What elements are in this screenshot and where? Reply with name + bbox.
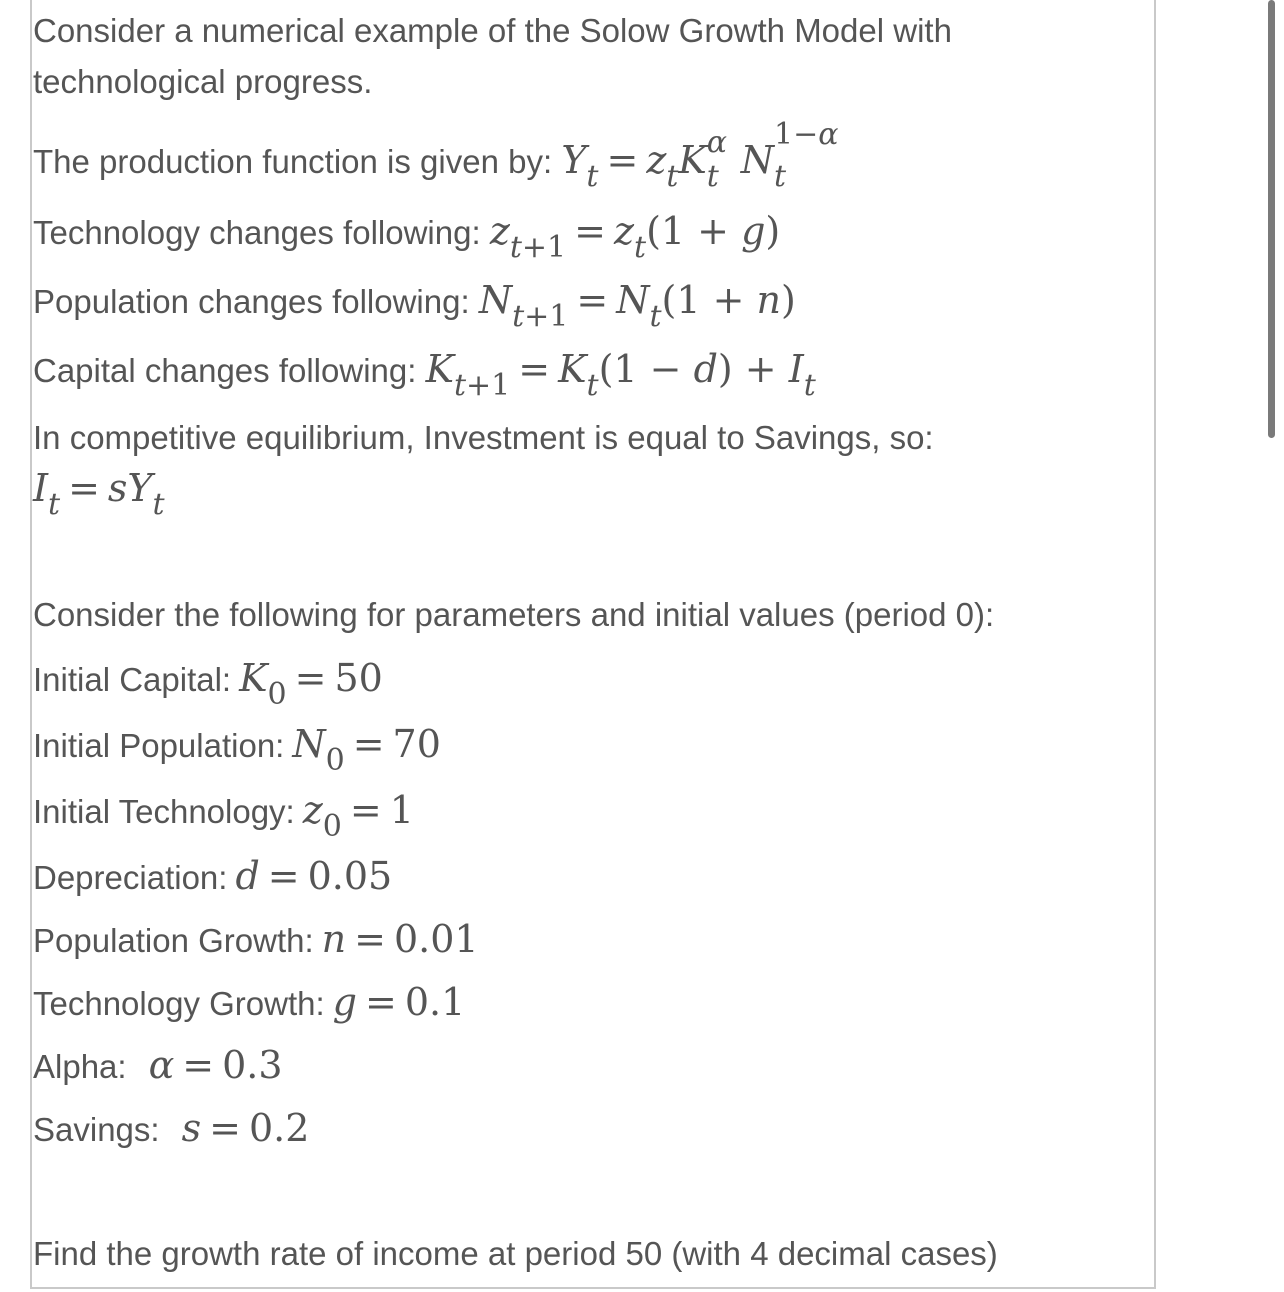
production-formula: $Y_t = z_tK$ α t N 1−α t	[561, 117, 839, 194]
parameter-formula: n = 0.01	[321, 917, 479, 961]
intro-line-1: Consider a numerical example of the Solow Growth Model with	[33, 12, 952, 49]
parameter-row	[33, 856, 392, 898]
parameter-subscript: 0	[267, 677, 287, 712]
parameter-label: Technology Growth:	[33, 985, 325, 1022]
parameter-subscript: 0	[322, 809, 342, 844]
capital-row	[33, 347, 816, 403]
parameter-row	[33, 919, 479, 961]
intro-line-2: technological progress.	[33, 63, 373, 100]
capital-label: Capital changes following:	[33, 352, 417, 389]
parameter-row	[33, 982, 465, 1024]
parameter-formula: $K_0 = 50$	[239, 656, 383, 712]
parameters-heading: Consider the following for parameters and initial values (period 0):	[33, 596, 995, 633]
parameter-label: Initial Technology:	[33, 793, 295, 830]
capital-formula: $K_{t+1} = K_t(1 - d) + I_t$	[425, 347, 816, 403]
parameter-row	[33, 1108, 309, 1150]
population-label: Population changes following:	[33, 283, 470, 320]
parameter-label: Initial Capital:	[33, 661, 232, 698]
population-formula: $N_{t+1} = N_t(1 + n)$	[478, 278, 796, 334]
parameter-value: 70	[392, 722, 441, 766]
technology-formula: $z_{t+1} = z_t(1 + g)$	[489, 209, 781, 265]
parameter-formula: d = 0.05	[235, 854, 393, 898]
production-function-row	[33, 117, 860, 194]
parameter-formula: $N_0 = 70$	[292, 722, 441, 778]
parameter-label: Savings:	[33, 1111, 160, 1148]
parameter-label: Initial Population:	[33, 727, 285, 764]
parameter-row	[33, 722, 441, 778]
parameter-symbol: n	[321, 917, 347, 961]
parameter-formula: $z_0 = 1$	[302, 788, 414, 844]
population-row	[33, 278, 796, 334]
parameter-label: Depreciation:	[33, 859, 228, 896]
parameter-value: 0.3	[222, 1043, 283, 1087]
parameter-row	[33, 656, 383, 712]
production-label: The production function is given by:	[33, 143, 553, 180]
parameter-value: 0.2	[248, 1106, 310, 1150]
parameter-row	[33, 1045, 283, 1087]
parameter-value: 50	[334, 656, 383, 700]
parameter-row	[33, 788, 414, 844]
parameter-value: 1	[389, 788, 414, 832]
parameter-label: Alpha:	[33, 1048, 127, 1085]
technology-row	[33, 209, 781, 265]
scrollbar[interactable]	[1268, 0, 1275, 438]
parameter-symbol: s	[181, 1106, 202, 1150]
parameter-formula: α = 0.3	[148, 1043, 283, 1087]
question-text: Find the growth rate of income at period 50 (with 4 decimal cases)	[33, 1235, 998, 1272]
parameter-subscript: 0	[325, 743, 345, 778]
parameter-formula: g = 0.1	[332, 980, 466, 1024]
parameter-symbol: K	[239, 656, 268, 700]
parameter-symbol: N	[292, 722, 326, 766]
parameter-symbol: α	[148, 1043, 175, 1087]
parameter-value: 0.05	[307, 854, 393, 898]
parameter-symbol: d	[235, 854, 260, 898]
equilibrium-formula: $I_t = sY_t$	[33, 466, 165, 522]
parameter-symbol: z	[302, 788, 323, 832]
equilibrium-label: In competitive equilibrium, Investment is equal to Savings, so:	[33, 419, 934, 456]
parameter-value: 0.1	[404, 980, 466, 1024]
parameter-label: Population Growth:	[33, 922, 314, 959]
technology-label: Technology changes following:	[33, 214, 481, 251]
parameter-value: 0.01	[394, 917, 479, 961]
parameter-formula: s = 0.2	[181, 1106, 310, 1150]
equilibrium-formula-row	[33, 466, 165, 522]
parameter-symbol: g	[332, 980, 357, 1024]
